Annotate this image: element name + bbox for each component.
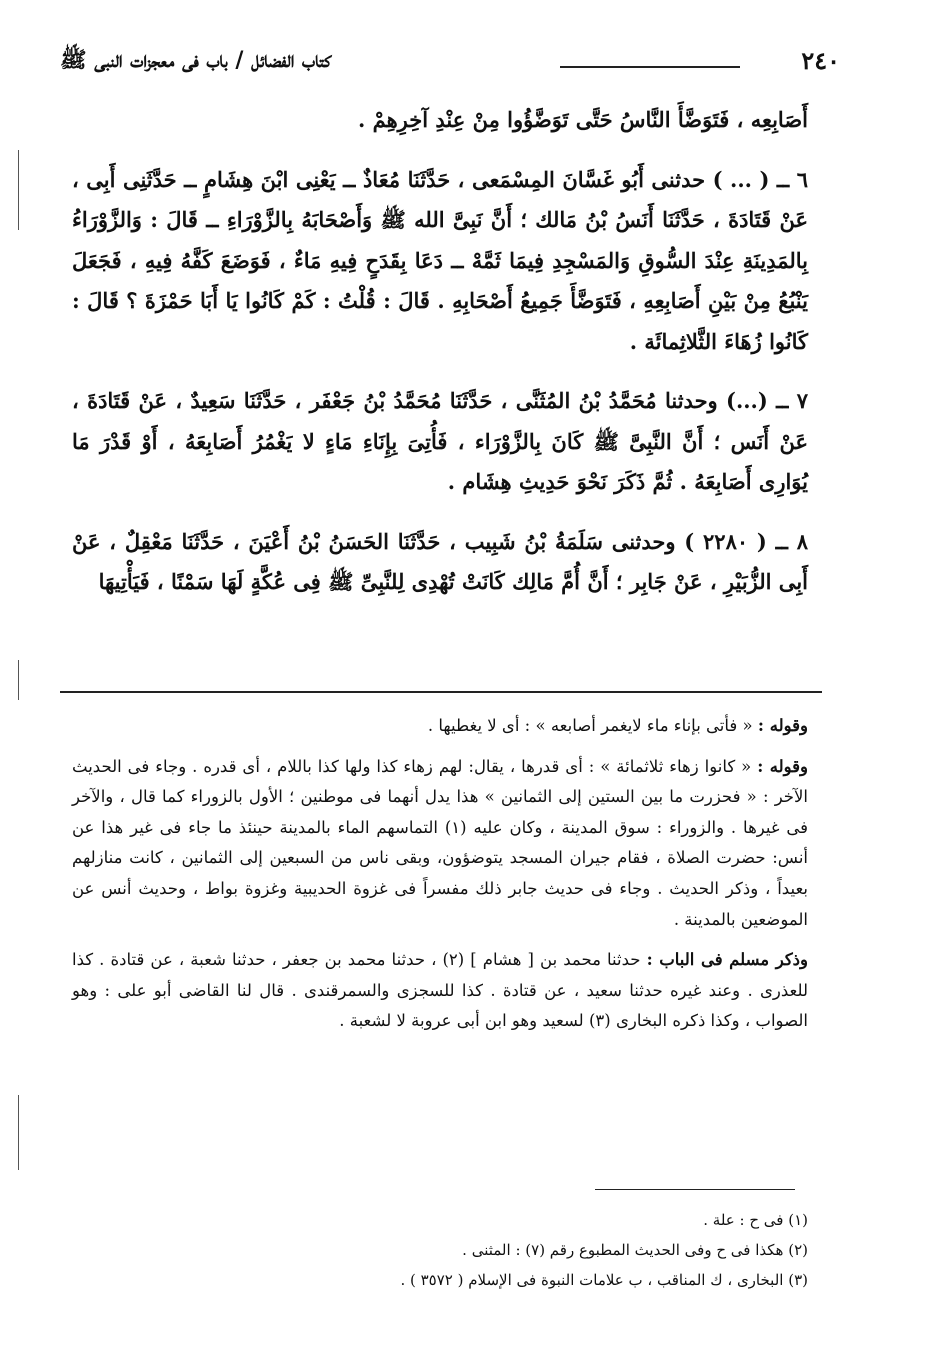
footnote: (١) فى ح : علة .	[703, 1211, 808, 1229]
header-rule	[560, 66, 740, 68]
commentary-body: « فأتى بإناء ماء لايغمر أصابعه » : أى لا يغطيها .	[427, 716, 753, 735]
commentary-body: « كانوا زهاء ثلاثمائة » : أى قدرها ، يقال: لهم زهاء كذا ولها كذا باللام ، أى قدره . وجاء فى الحديث الآخر : « فحزرت ما بين الستين إلى الثمانين » هذا يدل أنهما فى موطنين ؛ الأول بالزوراء كما قال ، والآخر فى غيرها . والزوراء : سوق المدينة ، وكان عليه (١) التماسهم الماء بالمدينة حينئذ ما جاء فى غير هذا عن أنس: حضرت الصلاة ، فقام جيران المسجد يتوضؤون، وبقى ناس من السبعين إلى الثمانين ، كانت منازلهم بعيداً ، وذكر الحديث . وجاء فى حديث جابر ذلك مفسراً فى غزوة الحديبية وغزوة بواط ، وحديث أنس عن الموضعين بالمدينة .	[72, 756, 808, 929]
commentary-body: حدثنا محمد بن [ هشام ] (٢) ، حدثنا محمد بن جعفر ، حدثنا شعبة ، عن قتادة . كذا للعذرى . وعند غيره حدثنا سعيد ، عن قتادة . كذا للسجزى والسمرقندى . قال لنا القاضى أبو على : وهو الصواب ، وكذا ذكره البخارى (٣) لسعيد وهو ابن أبى عروبة لا لشعبة .	[72, 950, 808, 1031]
hadith-paragraph: ٨ ــ ( ٢٢٨٠ ) وحدثنى سَلَمَةُ بْنُ شَبِيب ، حَدَّثَنَا الحَسَنُ بْنُ أَعْيَنَ ، حَدَّثَنَا مَعْقِلٌ ، عَنْ أَبِى الزُّبَيْرِ ، عَنْ جَابِر ؛ أَنَّ أُمَّ مَالِك كَانَتْ تُهْدِى لِلنَّبِىِّ ﷺ فِى عُكَّةٍ لَهَا سَمْنًا ، فَيَأْتِيهَا	[72, 528, 808, 594]
section-separator	[60, 691, 822, 693]
hadith-paragraph: ٦ ــ ( ... ) حدثنى أَبُو غَسَّانَ المِسْمَعى ، حَدَّثَنَا مُعَاذٌ ــ يَعْنِى ابْنَ هِشَامٍ ــ حَدَّثَنِى أَبِى ، عَنْ قَتَادَةَ ، حَدَّثَنَا أَنَسُ بْنُ مَالك ؛ أَنَّ نَبِىَّ الله ﷺ وَأَصْحَابَهُ بِالزَّوْرَاءِ ــ قَالَ : وَالزَّوْرَاءُ بِالمَدِينَةِ عِنْدَ السُّوقِ وَالمَسْجِدِ فِيمَا ثَمَّهْ ــ دَعَا بِقَدَحٍ فِيهِ مَاءٌ ، فَوَضَعَ كَفَّهُ فِيهِ ، فَجَعَلَ يَنْبُعُ مِنْ بَيْنِ أَصَابِعِهِ ، فَتَوَضَّأَ جَمِيعُ أَصْحَابِهِ . قَالَ : قُلْتُ : كَمْ كَانُوا يَا أَبَا حَمْزَةَ ؟ قَالَ : كَانُوا زُهَاءَ الثَّلاثِمائَة .	[72, 166, 808, 354]
margin-line	[18, 660, 19, 700]
footnote: (٣) البخارى ، ك المناقب ، ب علامات النبوة فى الإسلام ( ٣٥٧٢ ) .	[400, 1271, 808, 1289]
hadith-text	[72, 100, 808, 622]
running-title: كتاب الفضائل / باب فى معجزات النبى ﷺ	[60, 47, 332, 73]
commentary-lead: وقوله :	[757, 716, 808, 735]
margin-line	[18, 1095, 19, 1170]
hadith-paragraph: أَصَابِعِه ، فَتَوَضَّأَ النَّاسُ حَتَّى تَوَضَّؤُوا مِنْ عِنْدِ آخِرِهِمْ .	[358, 107, 808, 132]
hadith-paragraph: ٧ ــ (...) وحدثنا مُحَمَّدُ بْنُ المُثَنَّى ، حَدَّثَنَا مُحَمَّدُ بْنُ جَعْفَر ، حَدَّثَنَا سَعِيدٌ ، عَنْ قَتَادَةَ ، عَنْ أَنَس ؛ أَنَّ النَّبِىَّ ﷺ كَانَ بِالزَّوْرَاء ، فَأُتِىَ بِإِنَاءِ مَاءٍ لا يَغْمُرُ أَصَابِعَهُ ، أَوْ قَدْرَ مَا يُوَارِى أَصَابِعَهُ . ثُمَّ ذَكَرَ نَحْوَ حَدِيثِ هِشَام .	[72, 388, 808, 494]
commentary-paragraph	[72, 711, 808, 742]
margin-line	[18, 150, 19, 230]
commentary	[72, 711, 808, 1047]
commentary-lead: وقوله :	[757, 756, 809, 776]
footnotes	[72, 1205, 808, 1295]
page-header	[60, 46, 840, 86]
commentary-paragraph	[72, 945, 808, 1037]
page-number: ٢٤٠	[801, 46, 840, 75]
commentary-paragraph	[72, 752, 808, 936]
footnote-rule	[595, 1189, 795, 1190]
commentary-lead: وذكر مسلم فى الباب :	[646, 950, 808, 970]
footnote: (٢) هكذا فى ح وفى الحديث المطبوع رقم (٧) : المثنى .	[462, 1241, 808, 1259]
